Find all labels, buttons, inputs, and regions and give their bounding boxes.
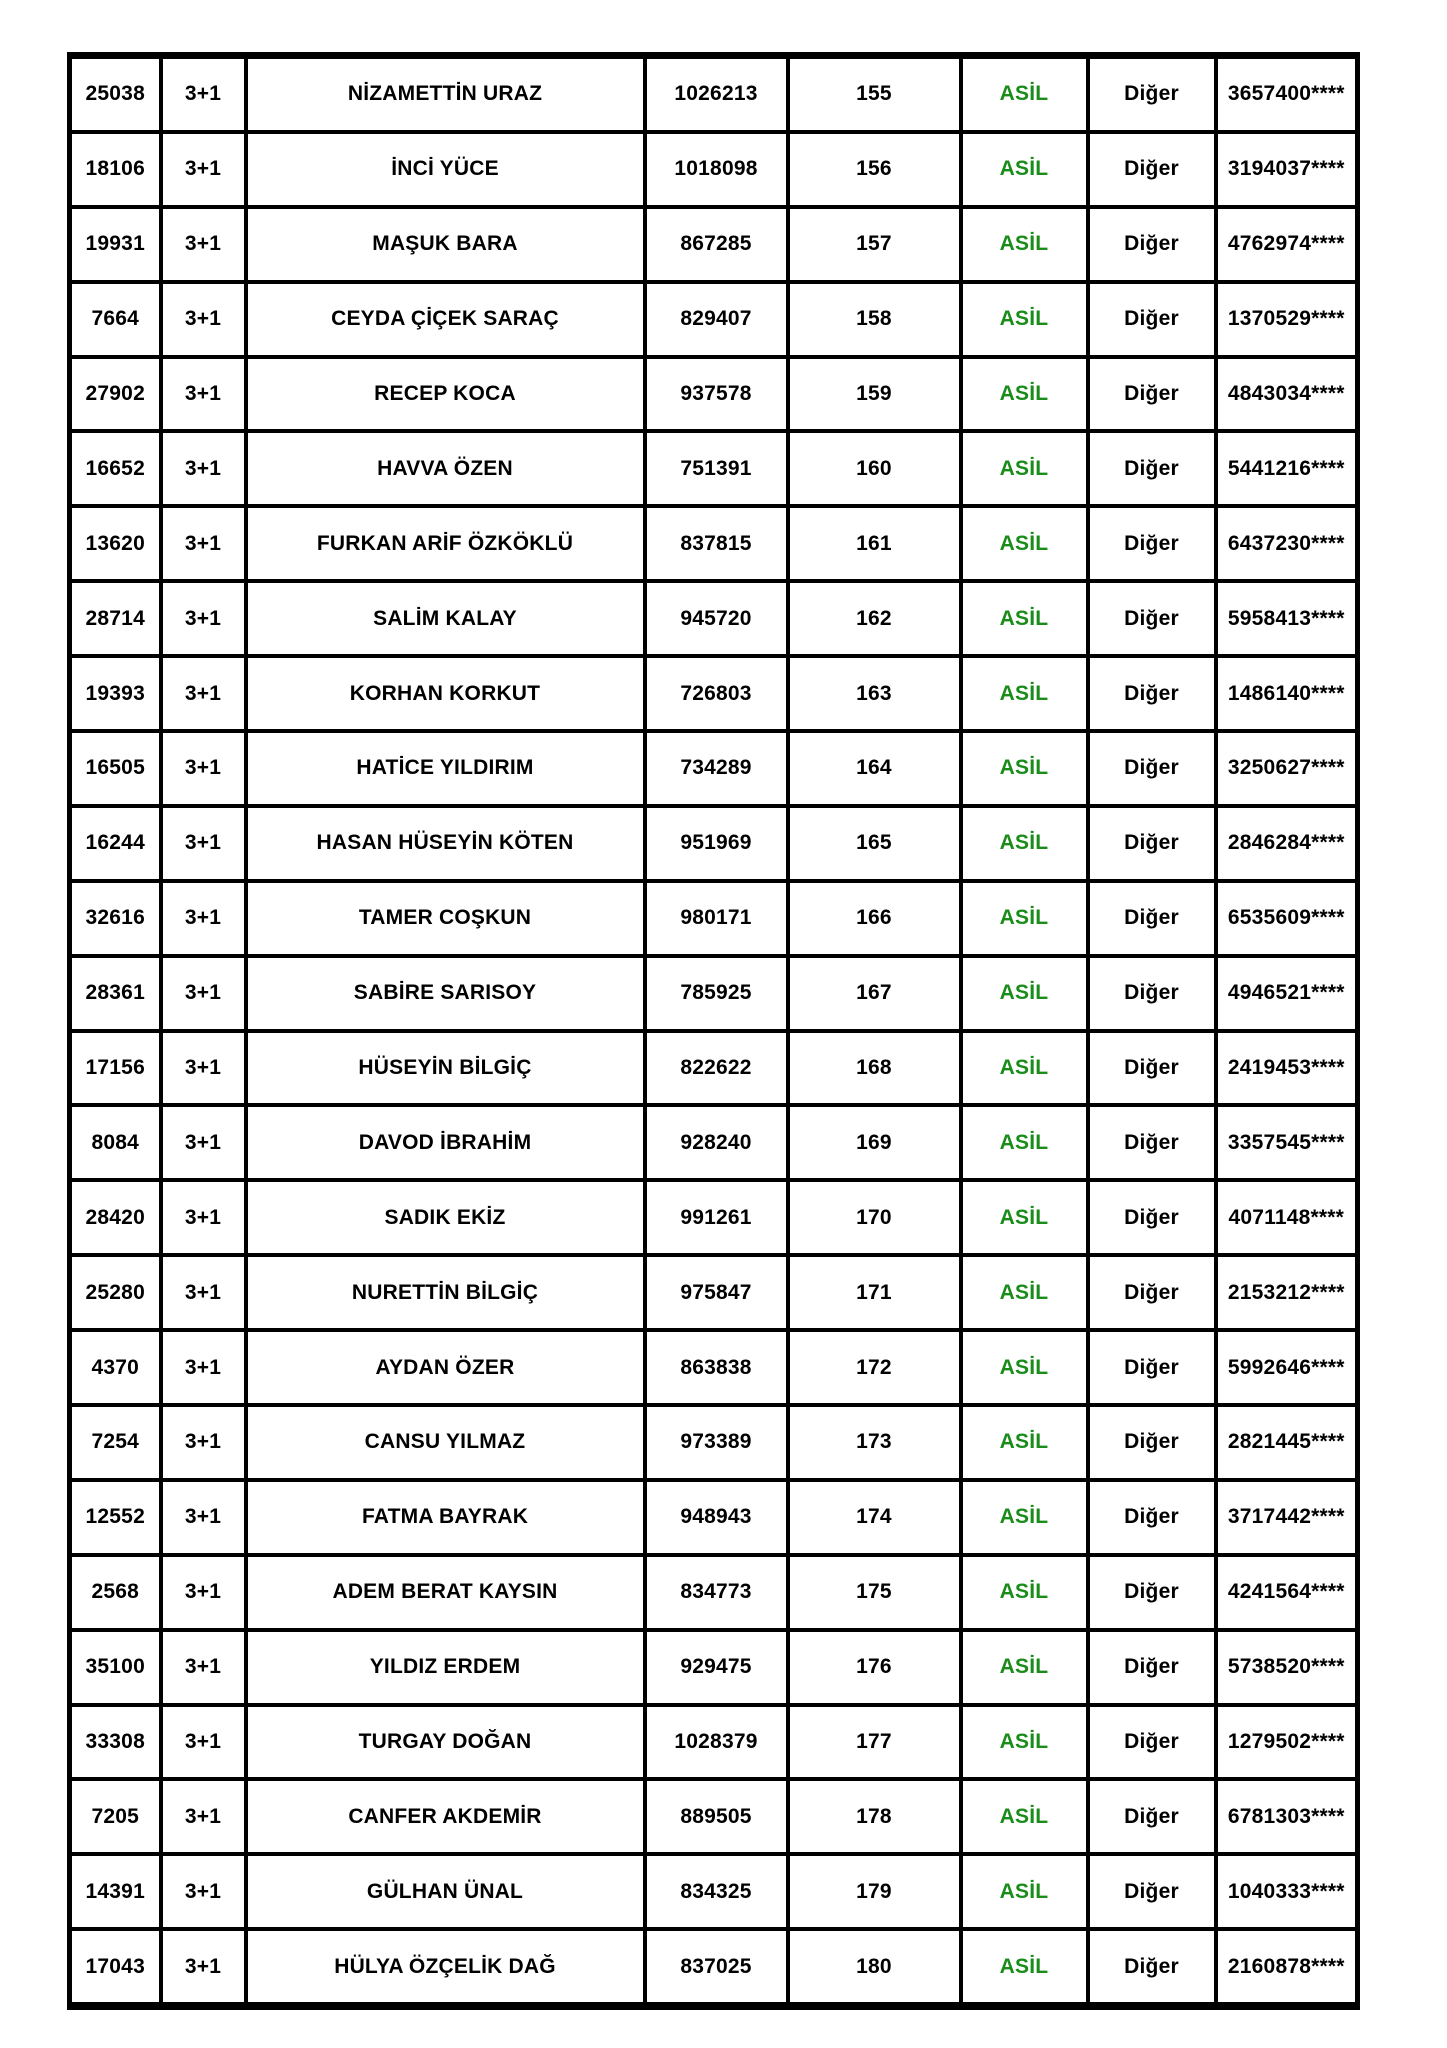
- cell-sequence-no: 178: [788, 1779, 961, 1854]
- cell-sequence-no: 169: [788, 1105, 961, 1180]
- table-body: [70, 56, 1358, 2007]
- cell-name: HATİCE YILDIRIM: [246, 731, 645, 806]
- cell-group: Diğer: [1088, 1031, 1216, 1106]
- cell-application-no: 17156: [70, 1031, 161, 1106]
- cell-masked-id: 2846284****: [1216, 806, 1358, 881]
- cell-status: ASİL: [961, 806, 1088, 881]
- cell-application-no: 17043: [70, 1929, 161, 2006]
- cell-application-no: 28714: [70, 581, 161, 656]
- cell-application-no: 35100: [70, 1630, 161, 1705]
- cell-sequence-no: 177: [788, 1705, 961, 1780]
- cell-masked-id: 6437230****: [1216, 506, 1358, 581]
- cell-name: SABİRE SARISOY: [246, 956, 645, 1031]
- table-row: [70, 1929, 1358, 2006]
- table-row: [70, 881, 1358, 956]
- cell-name: FURKAN ARİF ÖZKÖKLÜ: [246, 506, 645, 581]
- cell-name: KORHAN KORKUT: [246, 656, 645, 731]
- cell-status: ASİL: [961, 1779, 1088, 1854]
- cell-unit-type: 3+1: [161, 431, 246, 506]
- results-table: [67, 52, 1360, 2010]
- cell-masked-id: 3194037****: [1216, 132, 1358, 207]
- cell-status: ASİL: [961, 1180, 1088, 1255]
- cell-sequence-no: 180: [788, 1929, 961, 2006]
- cell-sequence-no: 161: [788, 506, 961, 581]
- cell-number: 980171: [645, 881, 788, 956]
- table-row: [70, 1854, 1358, 1929]
- cell-number: 945720: [645, 581, 788, 656]
- table-row: [70, 132, 1358, 207]
- cell-masked-id: 3657400****: [1216, 56, 1358, 132]
- cell-number: 975847: [645, 1255, 788, 1330]
- cell-status: ASİL: [961, 956, 1088, 1031]
- table-row: [70, 1555, 1358, 1630]
- cell-masked-id: 4071148****: [1216, 1180, 1358, 1255]
- table-row: [70, 656, 1358, 731]
- cell-sequence-no: 176: [788, 1630, 961, 1705]
- cell-masked-id: 6781303****: [1216, 1779, 1358, 1854]
- cell-application-no: 7254: [70, 1405, 161, 1480]
- cell-masked-id: 4946521****: [1216, 956, 1358, 1031]
- table-row: [70, 207, 1358, 282]
- cell-group: Diğer: [1088, 1555, 1216, 1630]
- cell-sequence-no: 156: [788, 132, 961, 207]
- cell-sequence-no: 160: [788, 431, 961, 506]
- cell-sequence-no: 155: [788, 56, 961, 132]
- cell-masked-id: 4762974****: [1216, 207, 1358, 282]
- cell-name: TAMER COŞKUN: [246, 881, 645, 956]
- cell-masked-id: 6535609****: [1216, 881, 1358, 956]
- cell-group: Diğer: [1088, 1330, 1216, 1405]
- cell-name: FATMA BAYRAK: [246, 1480, 645, 1555]
- cell-name: HÜLYA ÖZÇELİK DAĞ: [246, 1929, 645, 2006]
- table-row: [70, 1255, 1358, 1330]
- cell-number: 837815: [645, 506, 788, 581]
- cell-number: 1018098: [645, 132, 788, 207]
- cell-sequence-no: 164: [788, 731, 961, 806]
- cell-status: ASİL: [961, 1555, 1088, 1630]
- cell-group: Diğer: [1088, 1705, 1216, 1780]
- table-row: [70, 1405, 1358, 1480]
- cell-sequence-no: 167: [788, 956, 961, 1031]
- cell-masked-id: 1279502****: [1216, 1705, 1358, 1780]
- cell-sequence-no: 159: [788, 357, 961, 432]
- cell-number: 726803: [645, 656, 788, 731]
- cell-unit-type: 3+1: [161, 1330, 246, 1405]
- cell-name: TURGAY DOĞAN: [246, 1705, 645, 1780]
- table-row: [70, 1031, 1358, 1106]
- table-row: [70, 282, 1358, 357]
- cell-application-no: 25280: [70, 1255, 161, 1330]
- cell-masked-id: 5958413****: [1216, 581, 1358, 656]
- cell-name: HÜSEYİN BİLGİÇ: [246, 1031, 645, 1106]
- cell-status: ASİL: [961, 1929, 1088, 2006]
- cell-group: Diğer: [1088, 656, 1216, 731]
- cell-sequence-no: 173: [788, 1405, 961, 1480]
- cell-application-no: 16505: [70, 731, 161, 806]
- cell-masked-id: 2160878****: [1216, 1929, 1358, 2006]
- cell-status: ASİL: [961, 731, 1088, 806]
- cell-application-no: 28361: [70, 956, 161, 1031]
- cell-application-no: 16652: [70, 431, 161, 506]
- cell-unit-type: 3+1: [161, 132, 246, 207]
- cell-group: Diğer: [1088, 1854, 1216, 1929]
- cell-unit-type: 3+1: [161, 1630, 246, 1705]
- cell-application-no: 33308: [70, 1705, 161, 1780]
- cell-status: ASİL: [961, 1480, 1088, 1555]
- cell-masked-id: 4241564****: [1216, 1555, 1358, 1630]
- cell-application-no: 7664: [70, 282, 161, 357]
- cell-unit-type: 3+1: [161, 956, 246, 1031]
- cell-masked-id: 5738520****: [1216, 1630, 1358, 1705]
- table-row: [70, 506, 1358, 581]
- cell-status: ASİL: [961, 656, 1088, 731]
- cell-number: 863838: [645, 1330, 788, 1405]
- table-row: [70, 1480, 1358, 1555]
- cell-application-no: 25038: [70, 56, 161, 132]
- cell-application-no: 28420: [70, 1180, 161, 1255]
- cell-name: MAŞUK BARA: [246, 207, 645, 282]
- cell-name: İNCİ YÜCE: [246, 132, 645, 207]
- cell-masked-id: 1040333****: [1216, 1854, 1358, 1929]
- cell-name: RECEP KOCA: [246, 357, 645, 432]
- cell-application-no: 27902: [70, 357, 161, 432]
- cell-number: 834325: [645, 1854, 788, 1929]
- cell-masked-id: 1370529****: [1216, 282, 1358, 357]
- table-row: [70, 581, 1358, 656]
- cell-unit-type: 3+1: [161, 1705, 246, 1780]
- cell-group: Diğer: [1088, 956, 1216, 1031]
- cell-status: ASİL: [961, 132, 1088, 207]
- cell-status: ASİL: [961, 581, 1088, 656]
- cell-number: 1026213: [645, 56, 788, 132]
- cell-status: ASİL: [961, 1255, 1088, 1330]
- cell-unit-type: 3+1: [161, 1929, 246, 2006]
- cell-masked-id: 4843034****: [1216, 357, 1358, 432]
- cell-status: ASİL: [961, 1705, 1088, 1780]
- cell-number: 1028379: [645, 1705, 788, 1780]
- cell-number: 751391: [645, 431, 788, 506]
- table-row: [70, 431, 1358, 506]
- cell-masked-id: 3717442****: [1216, 1480, 1358, 1555]
- cell-application-no: 19931: [70, 207, 161, 282]
- cell-group: Diğer: [1088, 1480, 1216, 1555]
- cell-sequence-no: 168: [788, 1031, 961, 1106]
- cell-name: NURETTİN BİLGİÇ: [246, 1255, 645, 1330]
- cell-application-no: 2568: [70, 1555, 161, 1630]
- table-row: [70, 1105, 1358, 1180]
- cell-group: Diğer: [1088, 506, 1216, 581]
- table-row: [70, 956, 1358, 1031]
- cell-application-no: 16244: [70, 806, 161, 881]
- cell-number: 834773: [645, 1555, 788, 1630]
- cell-name: HAVVA ÖZEN: [246, 431, 645, 506]
- cell-application-no: 7205: [70, 1779, 161, 1854]
- cell-number: 785925: [645, 956, 788, 1031]
- cell-unit-type: 3+1: [161, 282, 246, 357]
- cell-masked-id: 2419453****: [1216, 1031, 1358, 1106]
- cell-group: Diğer: [1088, 581, 1216, 656]
- cell-sequence-no: 171: [788, 1255, 961, 1330]
- cell-name: NİZAMETTİN URAZ: [246, 56, 645, 132]
- cell-group: Diğer: [1088, 282, 1216, 357]
- cell-name: DAVOD İBRAHİM: [246, 1105, 645, 1180]
- cell-status: ASİL: [961, 431, 1088, 506]
- cell-number: 837025: [645, 1929, 788, 2006]
- cell-unit-type: 3+1: [161, 581, 246, 656]
- cell-status: ASİL: [961, 1630, 1088, 1705]
- cell-application-no: 14391: [70, 1854, 161, 1929]
- cell-group: Diğer: [1088, 806, 1216, 881]
- cell-masked-id: 5441216****: [1216, 431, 1358, 506]
- cell-number: 929475: [645, 1630, 788, 1705]
- table-row: [70, 1630, 1358, 1705]
- cell-sequence-no: 170: [788, 1180, 961, 1255]
- cell-unit-type: 3+1: [161, 1854, 246, 1929]
- cell-masked-id: 3250627****: [1216, 731, 1358, 806]
- cell-group: Diğer: [1088, 1405, 1216, 1480]
- cell-name: HASAN HÜSEYİN KÖTEN: [246, 806, 645, 881]
- cell-name: CEYDA ÇİÇEK SARAÇ: [246, 282, 645, 357]
- cell-group: Diğer: [1088, 1255, 1216, 1330]
- table-row: [70, 806, 1358, 881]
- cell-status: ASİL: [961, 1330, 1088, 1405]
- cell-group: Diğer: [1088, 1929, 1216, 2006]
- cell-number: 973389: [645, 1405, 788, 1480]
- cell-unit-type: 3+1: [161, 806, 246, 881]
- cell-group: Diğer: [1088, 132, 1216, 207]
- cell-status: ASİL: [961, 1105, 1088, 1180]
- cell-number: 829407: [645, 282, 788, 357]
- cell-status: ASİL: [961, 506, 1088, 581]
- cell-status: ASİL: [961, 357, 1088, 432]
- cell-group: Diğer: [1088, 1105, 1216, 1180]
- cell-number: 889505: [645, 1779, 788, 1854]
- cell-unit-type: 3+1: [161, 1779, 246, 1854]
- cell-unit-type: 3+1: [161, 1480, 246, 1555]
- cell-status: ASİL: [961, 881, 1088, 956]
- cell-unit-type: 3+1: [161, 207, 246, 282]
- cell-name: ADEM BERAT KAYSIN: [246, 1555, 645, 1630]
- cell-application-no: 8084: [70, 1105, 161, 1180]
- cell-name: SADIK EKİZ: [246, 1180, 645, 1255]
- cell-masked-id: 2153212****: [1216, 1255, 1358, 1330]
- table-row: [70, 731, 1358, 806]
- cell-name: SALİM KALAY: [246, 581, 645, 656]
- cell-application-no: 13620: [70, 506, 161, 581]
- cell-unit-type: 3+1: [161, 881, 246, 956]
- cell-group: Diğer: [1088, 1180, 1216, 1255]
- cell-number: 928240: [645, 1105, 788, 1180]
- cell-sequence-no: 179: [788, 1854, 961, 1929]
- cell-status: ASİL: [961, 282, 1088, 357]
- cell-number: 948943: [645, 1480, 788, 1555]
- cell-unit-type: 3+1: [161, 656, 246, 731]
- table-row: [70, 357, 1358, 432]
- cell-number: 867285: [645, 207, 788, 282]
- cell-group: Diğer: [1088, 881, 1216, 956]
- cell-group: Diğer: [1088, 207, 1216, 282]
- cell-sequence-no: 162: [788, 581, 961, 656]
- cell-name: YILDIZ ERDEM: [246, 1630, 645, 1705]
- cell-unit-type: 3+1: [161, 357, 246, 432]
- cell-masked-id: 1486140****: [1216, 656, 1358, 731]
- cell-unit-type: 3+1: [161, 1105, 246, 1180]
- table-row: [70, 1330, 1358, 1405]
- cell-unit-type: 3+1: [161, 1405, 246, 1480]
- cell-unit-type: 3+1: [161, 1031, 246, 1106]
- cell-sequence-no: 158: [788, 282, 961, 357]
- cell-group: Diğer: [1088, 56, 1216, 132]
- cell-status: ASİL: [961, 207, 1088, 282]
- cell-sequence-no: 165: [788, 806, 961, 881]
- cell-group: Diğer: [1088, 731, 1216, 806]
- cell-unit-type: 3+1: [161, 1255, 246, 1330]
- cell-status: ASİL: [961, 1031, 1088, 1106]
- cell-sequence-no: 175: [788, 1555, 961, 1630]
- cell-group: Diğer: [1088, 431, 1216, 506]
- table-row: [70, 56, 1358, 132]
- cell-sequence-no: 163: [788, 656, 961, 731]
- cell-application-no: 19393: [70, 656, 161, 731]
- cell-unit-type: 3+1: [161, 1555, 246, 1630]
- cell-status: ASİL: [961, 1854, 1088, 1929]
- cell-masked-id: 5992646****: [1216, 1330, 1358, 1405]
- cell-status: ASİL: [961, 1405, 1088, 1480]
- cell-number: 822622: [645, 1031, 788, 1106]
- cell-name: GÜLHAN ÜNAL: [246, 1854, 645, 1929]
- cell-application-no: 12552: [70, 1480, 161, 1555]
- cell-application-no: 18106: [70, 132, 161, 207]
- cell-sequence-no: 166: [788, 881, 961, 956]
- cell-application-no: 4370: [70, 1330, 161, 1405]
- cell-sequence-no: 157: [788, 207, 961, 282]
- table-row: [70, 1705, 1358, 1780]
- cell-number: 734289: [645, 731, 788, 806]
- cell-group: Diğer: [1088, 1630, 1216, 1705]
- cell-unit-type: 3+1: [161, 506, 246, 581]
- cell-name: CANFER AKDEMİR: [246, 1779, 645, 1854]
- cell-number: 991261: [645, 1180, 788, 1255]
- cell-unit-type: 3+1: [161, 731, 246, 806]
- cell-masked-id: 3357545****: [1216, 1105, 1358, 1180]
- cell-number: 951969: [645, 806, 788, 881]
- cell-number: 937578: [645, 357, 788, 432]
- cell-group: Diğer: [1088, 357, 1216, 432]
- table-row: [70, 1180, 1358, 1255]
- cell-name: CANSU YILMAZ: [246, 1405, 645, 1480]
- cell-unit-type: 3+1: [161, 56, 246, 132]
- cell-masked-id: 2821445****: [1216, 1405, 1358, 1480]
- cell-unit-type: 3+1: [161, 1180, 246, 1255]
- cell-name: AYDAN ÖZER: [246, 1330, 645, 1405]
- cell-application-no: 32616: [70, 881, 161, 956]
- cell-sequence-no: 172: [788, 1330, 961, 1405]
- table-row: [70, 1779, 1358, 1854]
- cell-status: ASİL: [961, 56, 1088, 132]
- cell-sequence-no: 174: [788, 1480, 961, 1555]
- cell-group: Diğer: [1088, 1779, 1216, 1854]
